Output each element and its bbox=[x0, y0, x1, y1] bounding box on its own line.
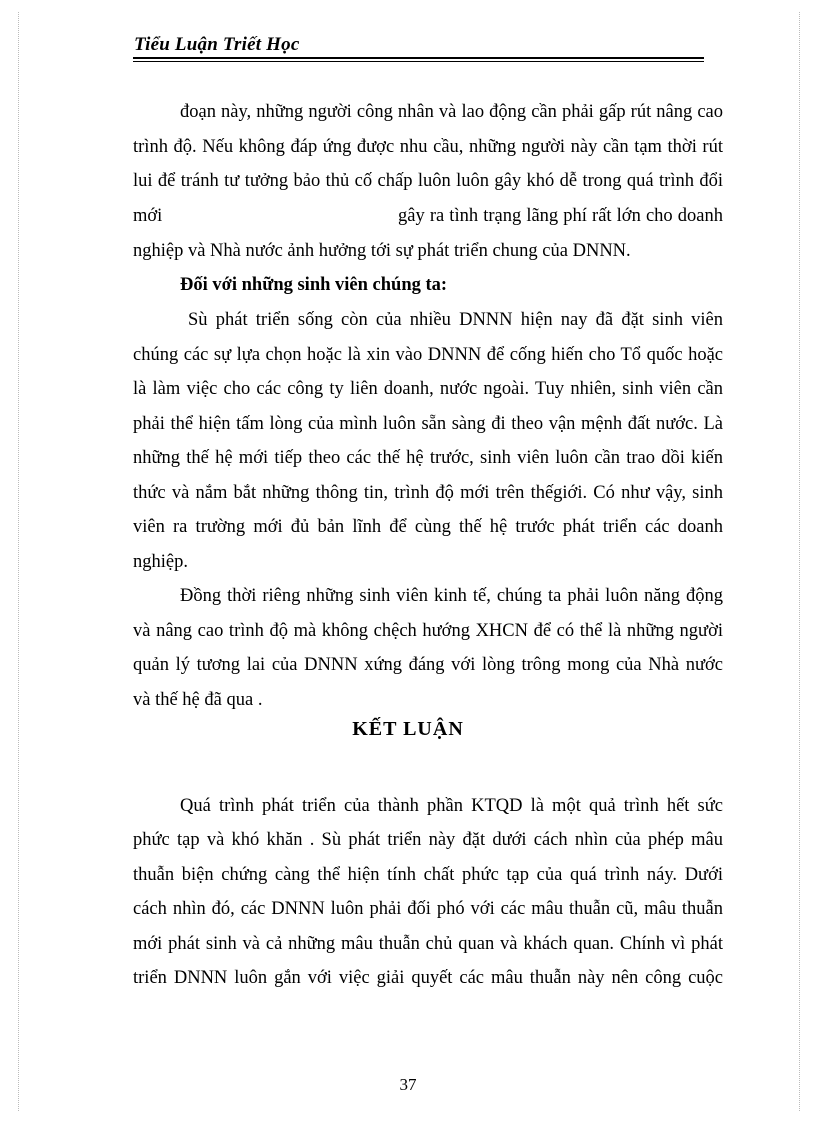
header-rule bbox=[133, 57, 704, 59]
text-line: triển DNNN luôn gắn với việc giải quyết các mâu thuẫn này nên công cuộc bbox=[133, 968, 723, 988]
text-line: và thế hệ đã qua . bbox=[133, 690, 263, 710]
text-line: và nâng cao trình độ mà không chệch hướng XHCN để có thể là những người bbox=[133, 621, 723, 641]
text-line: thức và nắm bắt những thông tin, trình độ mới trên thếgiới. Có như vậy, sinh bbox=[133, 483, 723, 503]
text-line: viên ra trường mới đủ bản lĩnh để cùng thế hệ trước phát triển các doanh bbox=[133, 517, 723, 537]
conclusion-heading: KẾT LUẬN bbox=[352, 718, 464, 740]
text-line: Đồng thời riêng những sinh viên kinh tế, chúng ta phải luôn năng động bbox=[180, 586, 723, 606]
text-line: gây ra tình trạng lãng phí rất lớn cho doanh bbox=[398, 206, 723, 226]
text-line: lui để tránh tư tưởng bảo thủ cố chấp luôn luôn gây khó dễ trong quá trình đổi bbox=[133, 171, 723, 191]
text-line: phức tạp và khó khăn . Sù phát triển này đặt dưới cách nhìn của phép mâu bbox=[133, 830, 723, 850]
text-line: mới phát sinh và cả những mâu thuẫn chủ quan và khách quan. Chính vì phát bbox=[133, 934, 723, 954]
text-line: nghiệp. bbox=[133, 552, 188, 572]
running-header-title: Tiểu Luận Triết Học bbox=[134, 34, 300, 55]
header-rule-thin bbox=[133, 61, 704, 62]
text-line: cách nhìn đó, các DNNN luôn phải đối phó với các mâu thuẫn cũ, mâu thuẫn bbox=[133, 899, 723, 919]
section-subheading: Đối với những sinh viên chúng ta: bbox=[180, 275, 448, 295]
text-line: Sù phát triển sống còn của nhiều DNNN hiện nay đã đặt sinh viên bbox=[188, 310, 723, 330]
text-line: chúng các sự lựa chọn hoặc là xin vào DNNN để cống hiến cho Tổ quốc hoặc bbox=[133, 345, 723, 365]
text-line: thuẫn biện chứng càng thể hiện tính chất phức tạp của quá trình náy. Dưới bbox=[133, 865, 723, 885]
text-line: quản lý tương lai của DNNN xứng đáng với lòng trông mong của Nhà nước bbox=[133, 655, 723, 675]
text-line: những thế hệ mới tiếp theo các thế hệ trước, sinh viên luôn cần trao dồi kiến bbox=[133, 448, 723, 468]
text-line: nghiệp và Nhà nước ảnh hưởng tới sự phát triển chung của DNNN. bbox=[133, 241, 631, 261]
page-number: 37 bbox=[399, 1075, 417, 1094]
text-line: đoạn này, những người công nhân và lao động cần phải gấp rút nâng cao bbox=[180, 102, 723, 122]
text-line: mới bbox=[133, 206, 163, 226]
text-line: là làm việc cho các công ty liên doanh, nước ngoài. Tuy nhiên, sinh viên cần bbox=[133, 379, 723, 399]
text-line: trình độ. Nếu không đáp ứng được nhu cầu, những người này cần tạm thời rút bbox=[133, 137, 723, 157]
text-line: Quá trình phát triển của thành phần KTQD là một quả trình hết sức bbox=[180, 796, 723, 816]
text-line: phải thể hiện tấm lòng của mình luôn sẵn sàng đi theo vận mệnh đất nước. Là bbox=[133, 414, 723, 434]
